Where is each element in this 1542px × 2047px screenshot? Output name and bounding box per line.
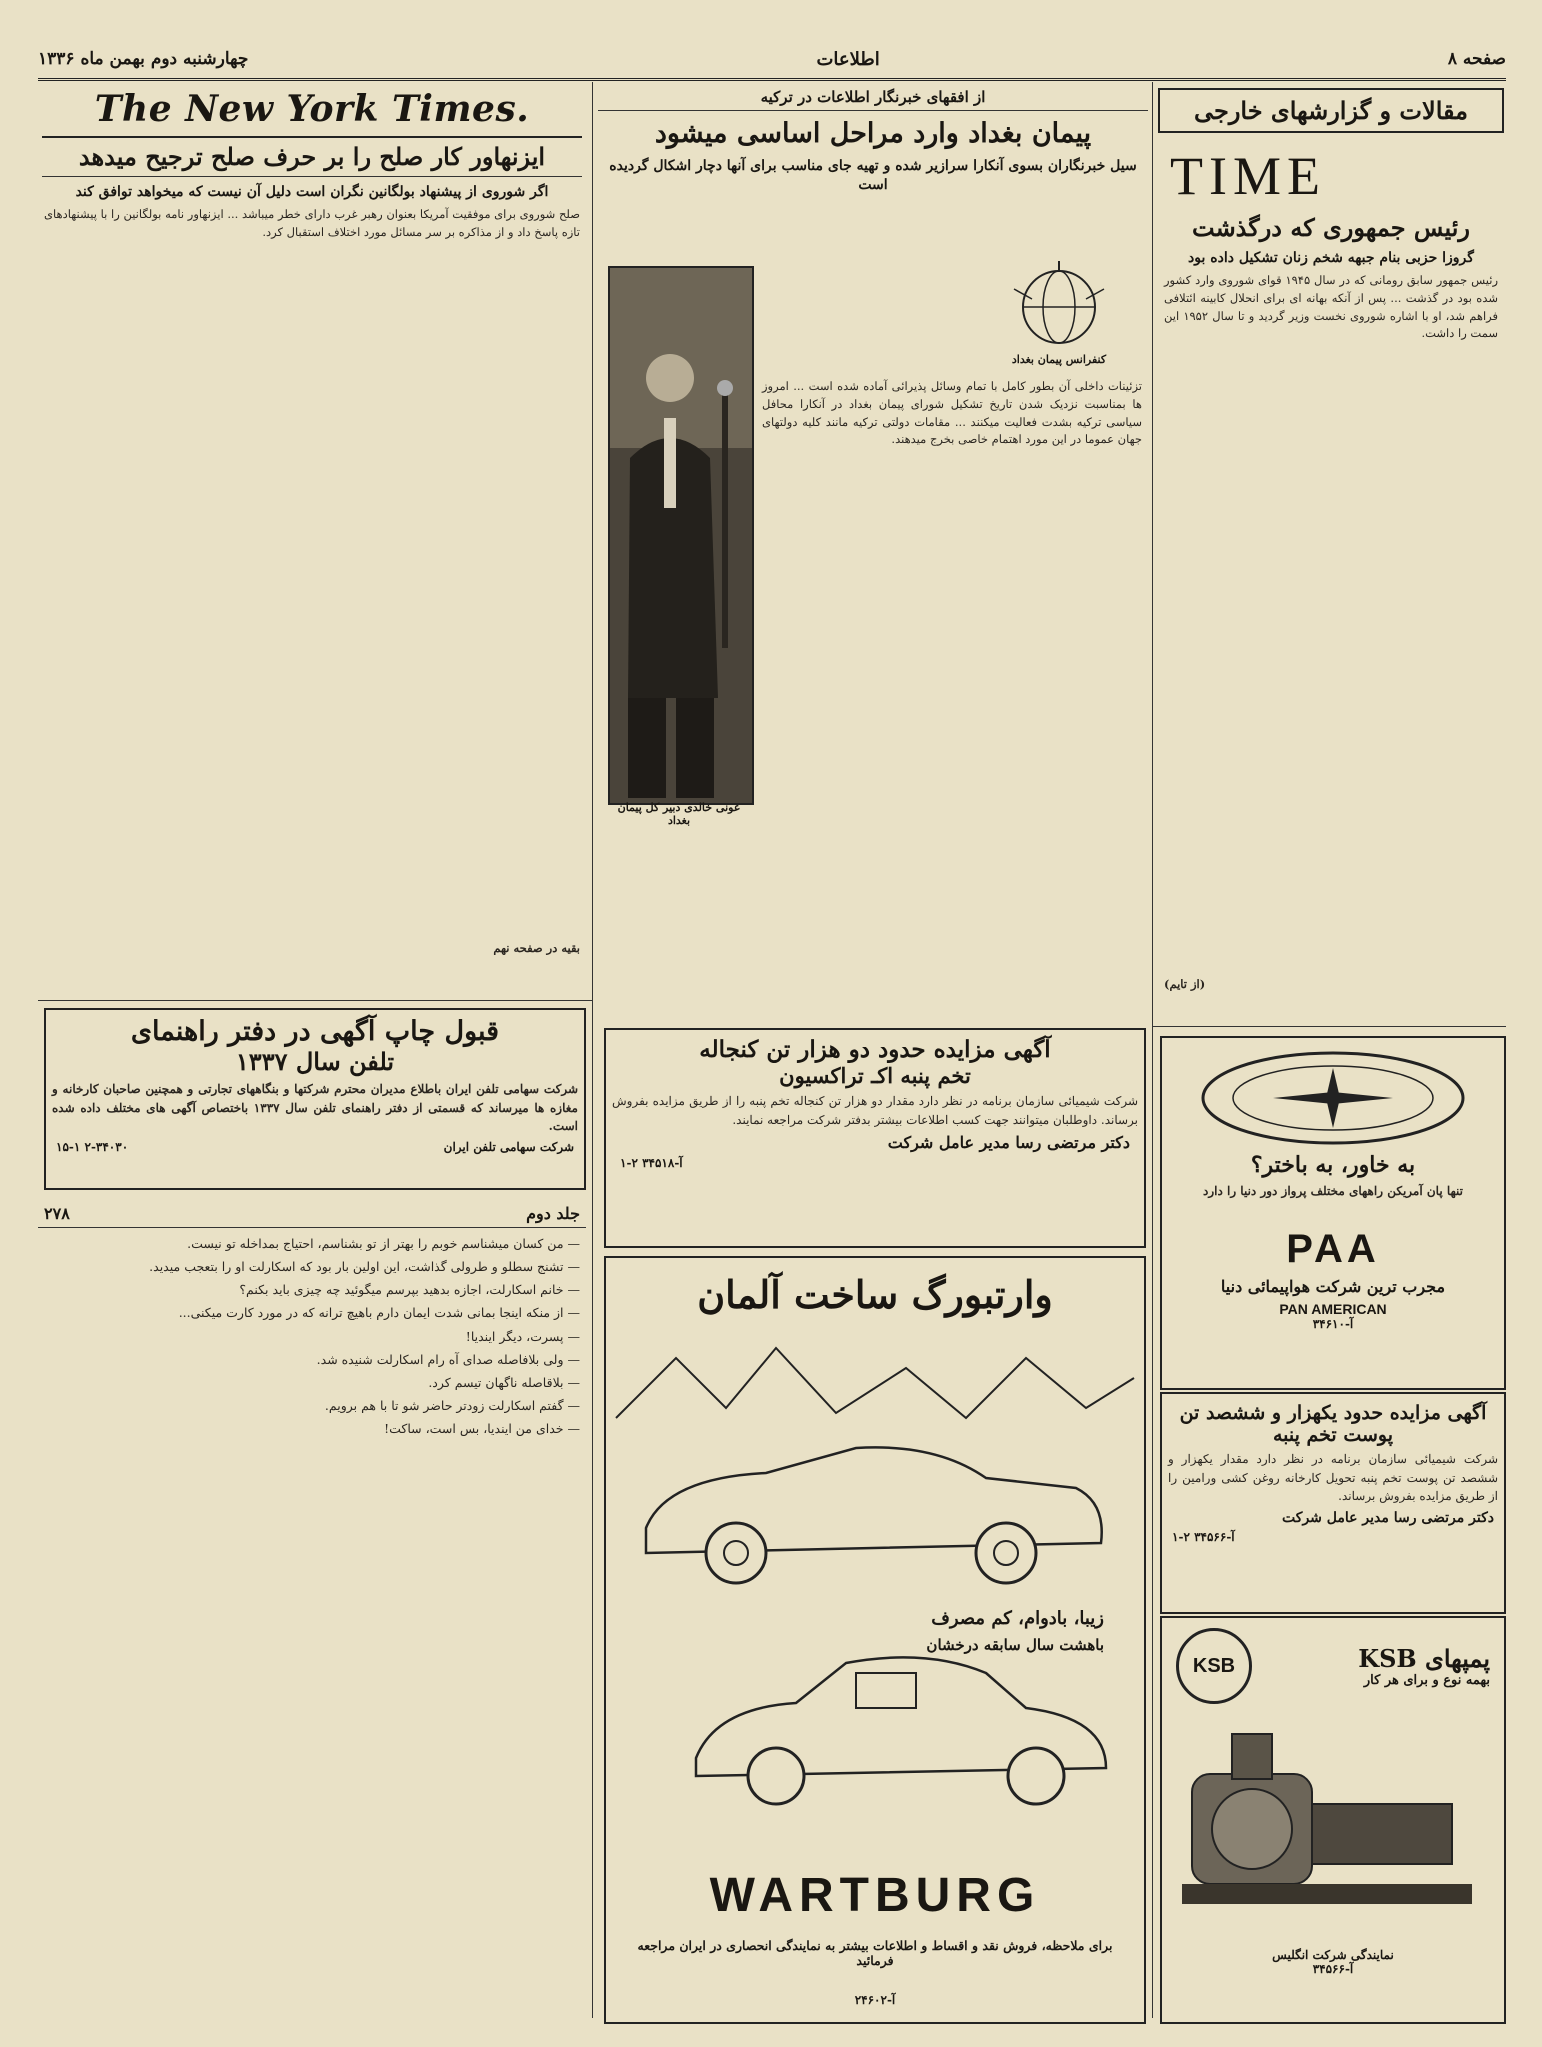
ad-title: آگهی مزایده حدود دو هزار تن کنجاله [699, 1036, 1051, 1063]
article-subhead: اگر شوروی از پیشنهاد بولگانین نگران است دلیل آن نیست که میخواهد توافق کند [75, 184, 549, 200]
column-divider [1152, 82, 1153, 2018]
page-header [38, 40, 1506, 81]
ad-signature: دکتر مرتضی رسا مدیر عامل شرکت [887, 1133, 1130, 1153]
section-title: مقالات و گزارشهای خارجی [1158, 88, 1504, 133]
article-headline: رئیس جمهوری که درگذشت [1192, 213, 1470, 242]
nyt-masthead: The New York Times. [94, 88, 530, 130]
article-body: رئیس جمهور سابق رومانی که در سال ۱۹۴۵ قوای شوروی وارد کشور شده بود در گذشت ... پس از آنکه بهانه ای برای انحلال کابینه ائتلافی فراهم شد، او با اشاره شوروی نخست وزیر گردید و تا سال ۱۹۵۲ این سمت را داشت. [1160, 272, 1498, 341]
sedan-car-icon [696, 1657, 1106, 1804]
ad-dealer: نمایندگی شرکت انگلیس [1272, 1948, 1394, 1962]
page-number: صفحه ۸ [1447, 49, 1506, 69]
ad-code: آ-۳۴۶۱۰ [1312, 1317, 1354, 1332]
time-magazine-logo: TIME [1170, 146, 1326, 206]
ad-title-2: پوست تخم پنبه [1272, 1424, 1394, 1446]
pan-american-brand: PAN AMERICAN [1279, 1301, 1387, 1318]
ad-title: وارتبورگ ساخت آلمان [697, 1272, 1053, 1317]
ad-text: شرکت شیمیائی سازمان برنامه در نظر دارد مقدار دو هزار تن کنجاله تخم پنبه را از طریق مزایده بفروش برساند. داوطلبان میتوانند جهت کسب اطلاعات بیشتر بدفتر شرکت مراجعه نمایند. [608, 1094, 1138, 1127]
car-illustrations [606, 1328, 1144, 1848]
ad-code: آ-۳۴۵۱۸ ۲-۱ [620, 1156, 683, 1171]
article-kicker: از افقهای خبرنگار اطلاعات در ترکیه [598, 84, 1148, 111]
ad-code: آ-۳۴۵۶۶ ۲-۱ [1172, 1529, 1235, 1544]
ad-code: آ-۲۴۶۰۲ [854, 1993, 896, 2007]
globe-icon [984, 259, 1134, 349]
pan-am-ad [1160, 1036, 1506, 1390]
convertible-car-icon [646, 1447, 1102, 1583]
ad-signature: دکتر مرتضی رسا مدیر عامل شرکت [1282, 1509, 1494, 1526]
baghdad-pact-article [598, 84, 1148, 1029]
wartburg-ad [604, 1256, 1146, 2024]
article-headline: ایزنهاور کار صلح را بر حرف صلح ترجیح میدهد [42, 136, 582, 177]
ad-tagline: مجرب ترین شرکت هواپیمائی دنیا [1220, 1276, 1446, 1296]
article-body: تزئینات داخلی آن بطور کامل با تمام وسائل پذیرائی آماده شده است ... امروز ها بمناسبت نزدیک شدن تاریخ تشکیل شورای پیمان بغداد در آنکارا محافل سیاسی ترکیه بشدت فعالیت میکنند ... مقامات دولتی ترکیه مانند کلیه دولتهای جهان عموما در این مورد اهتمام خاصی بخرج میدهند. [758, 379, 1142, 447]
cottonseed-hull-tender-ad [1160, 1392, 1506, 1614]
paper-name: اطلاعات [816, 48, 880, 70]
ad-signature: شرکت سهامی تلفن ایران [443, 1139, 574, 1154]
serial-text: — من کسان میشناسم خوبم را بهتر از تو بشناسم، احتیاج بمداخله تو نیست. — تشنج سطلو و طرولی گذاشت، این اولین بار بود که اسکارلت او را بتعجب میدید. — خانم اسکارلت، اجازه بدهید بپرسم میگوئید چه چیزی باید بکنم؟ — از منکه اینجا بمانی شدت ایمان دارم باهیچ ترانه که در مورد کارت میکنی... — پسرت، دیگر ایندیا! — ولی بلافاصله صدای آه رام اسکارلت شنیده شد. — بلاقاصله ناگهان تیسم کرد. — گفتم اسکارلت زودتر حاضر شو تا با هم برویم. — خدای من ایندیا، بس است، ساکت! [149, 1236, 580, 1436]
photo-caption: عونی خالدی دبیر کل پیمان بغداد [617, 801, 741, 827]
ad-slogan: زیبا، بادوام، کم مصرف [931, 1608, 1104, 1629]
ad-title-year: تلفن سال ۱۳۳۷ [235, 1047, 395, 1076]
issue-date: چهارشنبه دوم بهمن ماه ۱۳۳۶ [38, 49, 249, 69]
article-body: صلح شوروی برای موفقیت آمریکا بعنوان رهبر غرب دارای خطر میباشد ... ایزنهاور نامه بولگانین را با پیشنهادهای تازه پاسخ داد و از مذاکره بر سر مسائل مورد اختلاف استقبال کرد. [40, 206, 580, 239]
nyt-article [38, 84, 586, 999]
ad-title: آگهی مزایده حدود یکهزار و ششصد تن [1179, 1402, 1487, 1424]
portrait-photo [608, 266, 754, 805]
wartburg-brand: WARTBURG [709, 1869, 1041, 1922]
ad-code: ۱۵-۱ ۲-۳۴۰۳۰ [56, 1139, 129, 1154]
article-headline: پیمان بغداد وارد مراحل اساسی میشود [654, 118, 1092, 149]
ad-title: پمپهای KSB [1358, 1644, 1490, 1673]
ad-title: به خاور، به باختر؟ [1250, 1152, 1416, 1178]
serial-page-number: ۲۷۸ [44, 1204, 70, 1223]
ad-text: تنها پان آمریکن راههای مختلف پرواز دور دنیا را دارد [1203, 1184, 1463, 1198]
ad-code: آ-۳۴۵۶۶ [1312, 1962, 1354, 1976]
ad-text: شرکت شیمیائی سازمان برنامه در نظر دارد مقدار یکهزار و ششصد تن پوست تخم پنبه تحویل کارخانه روغن کشی ورامین را از طریق مزایده بفروش برساند. [1164, 1452, 1498, 1504]
cotton-meal-tender-ad [604, 1028, 1146, 1248]
paa-logo: PAA [1286, 1226, 1380, 1271]
pump-icon [1162, 1714, 1504, 1944]
ksb-pump-ad [1160, 1616, 1506, 2024]
ad-slogan-2: باهشت سال سابقه درخشان [926, 1636, 1104, 1654]
section-divider [38, 1000, 592, 1001]
ad-title: قبول چاپ آگهی در دفتر راهنمای [130, 1016, 500, 1047]
column-divider [592, 82, 593, 2018]
article-subhead: گروزا حزبی بنام جبهه شخم زنان تشکیل داده بود [1188, 250, 1474, 266]
serial-novel [38, 1200, 586, 2020]
phonebook-ad [44, 1008, 586, 1190]
ad-text: شرکت سهامی تلفن ایران باطلاع مدیران محترم شرکتها و بنگاههای تجارتی و همچنین صاحبان کارخانه و مغازه ها میرساند که قسمتی از دفتر راهنمای تلفن سال ۱۳۳۷ باختصاص آگهی های مختلف داده شده است. [47, 1082, 578, 1134]
article-credit: (از تایم) [1164, 976, 1206, 991]
foreign-articles-column [1158, 84, 1504, 1019]
emblem-caption: کنفرانس پیمان بغداد [1011, 353, 1107, 366]
volume-label: جلد دوم [526, 1204, 580, 1223]
ad-title-2: تخم پنبه اکـ تراکسیون [779, 1063, 971, 1088]
pact-emblem [984, 259, 1134, 369]
ad-dealer: برای ملاحظه، فروش نقد و اقساط و اطلاعات بیشتر به نمایندگی انحصاری در ایران مراجعه فرمائید [637, 1938, 1113, 1968]
compass-icon [1162, 1038, 1504, 1148]
ad-subtitle: بهمه نوع و برای هر کار [1363, 1673, 1490, 1688]
ksb-logo: KSB [1176, 1628, 1252, 1704]
section-divider [1152, 1026, 1506, 1027]
continued-note: بقیه در صفحه نهم [493, 940, 580, 955]
article-subhead: سیل خبرنگاران بسوی آنکارا سرازیر شده و تهیه جای مناسب برای آنها دچار اشکال گردیده است [609, 157, 1137, 193]
